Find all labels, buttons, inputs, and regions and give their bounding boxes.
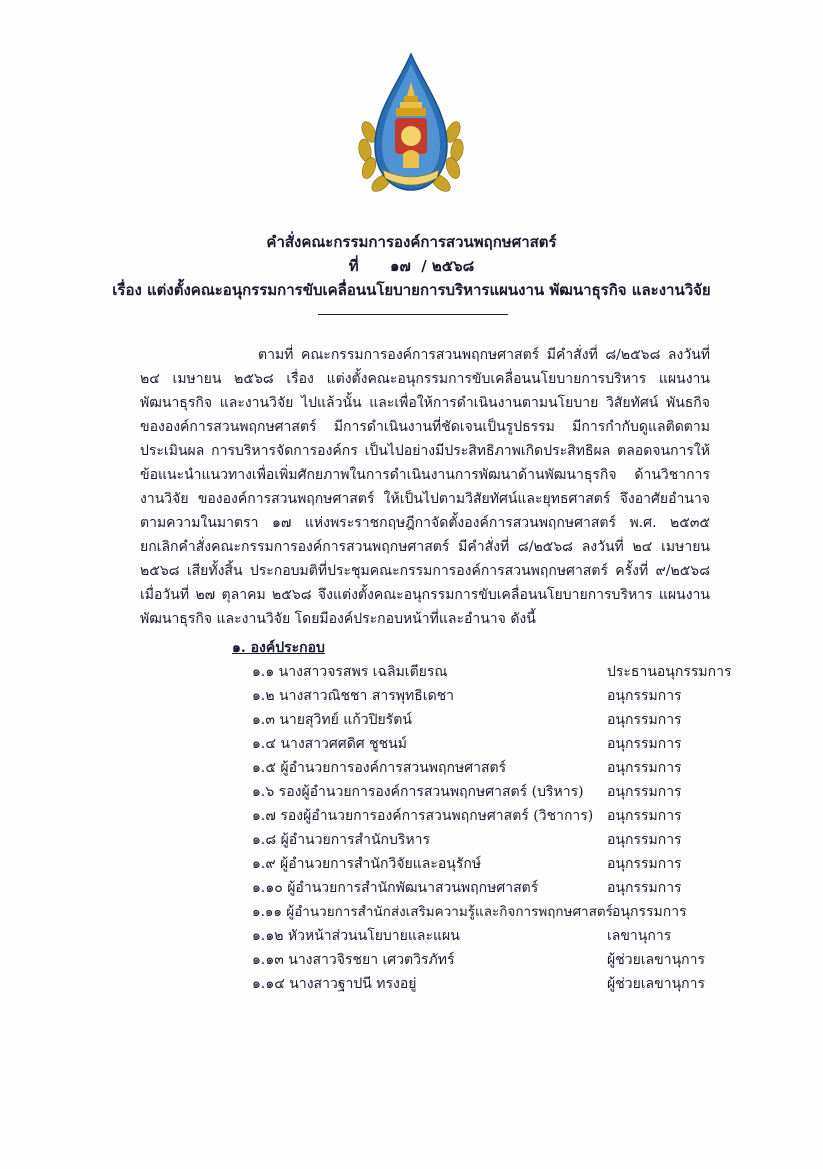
member-row: [0, 660, 823, 684]
member-role: อนุกรรมการ: [607, 880, 682, 896]
member-role: อนุกรรมการ: [607, 784, 682, 800]
order-number: ที่ ๑๗ / ๒๕๖๘: [348, 257, 475, 275]
member-row: [0, 732, 823, 756]
section-composition-heading: [232, 637, 325, 659]
member-name: ๑.๓ นายสุวิทย์ แก้วปิยรัตน์: [252, 712, 412, 728]
member-role: ประธานอนุกรรมการ: [607, 664, 732, 680]
member-name: ๑.๗ รองผู้อำนวยการองค์การสวนพฤกษศาสตร์ (วิชาการ): [252, 808, 594, 824]
member-name: ๑.๑ นางสาวจรสพร เฉลิมเตียรณ: [252, 664, 448, 680]
order-issuer-title: คำสั่งคณะกรรมการองค์การสวนพฤกษศาสตร์: [266, 233, 557, 251]
member-name: ๑.๑๔ นางสาวฐาปนี ทรงอยู่: [252, 976, 417, 992]
member-role: เลขานุการ: [607, 928, 672, 944]
order-body-text: ตามที่ คณะกรรมการองค์การสวนพฤกษศาสตร์ มีคำสั่งที่ ๘/๒๕๖๘ ลงวันที่ ๒๔ เมษายน ๒๕๖๘ เรื่อง แต่งตั้งคณะอนุกรรมการขับเคลื่อนนโยบายการบริหาร แผนงาน พัฒนาธุรกิจ และงานวิจัย ไปแล้วนั้น และเพื่อให้การดำเนินงานตามนโยบาย วิสัยทัศน์ พันธกิจ ขององค์การสวนพฤกษศาสตร์ มีการดำเนินงานที่ชัดเจนเป็นรูปธรรม มีการกำกับดูแลติดตามประเมินผล การบริหารจัดการองค์กร เป็นไปอย่างมีประสิทธิภาพเกิดประสิทธิผล ตลอดจนการให้ข้อแนะนำแนวทางเพื่อเพิ่มศักยภาพในการดำเนินงานการพัฒนาด้านพัฒนาธุรกิจ ด้านวิชาการ งานวิจัย ขององค์การสวนพฤกษศาสตร์ ให้เป็นไปตามวิสัยทัศน์และยุทธศาสตร์ จึงอาศัยอำนาจตามความในมาตรา ๑๗ แห่งพระราชกฤษฎีกาจัดตั้งองค์การสวนพฤกษศาสตร์ พ.ศ. ๒๕๓๕ ยกเลิกคำสั่งคณะกรรมการองค์การสวนพฤกษศาสตร์ มีคำสั่งที่ ๘/๒๕๖๘ ลงวันที่ ๒๔ เมษายน ๒๕๖๘ เสียทั้งสิ้น ประกอบมติที่ประชุมคณะกรรมการองค์การสวนพฤกษศาสตร์ ครั้งที่ ๙/๒๕๖๘ เมื่อวันที่ ๒๗ ตุลาคม ๒๕๖๘ จึงแต่งตั้งคณะอนุกรรมการขับเคลื่อนนโยบายการบริหาร แผนงาน พัฒนาธุรกิจ และงานวิจัย โดยมีองค์ประกอบหน้าที่และอำนาจ ดังนี้: [140, 347, 710, 627]
order-header: [0, 230, 823, 302]
order-body-paragraph: [140, 343, 710, 631]
member-role: อนุกรรมการ: [607, 856, 682, 872]
section-number: ๑.: [232, 640, 246, 656]
member-name: ๑.๑๓ นางสาวจิรชยา เศวตวิรภัทร์: [252, 952, 455, 968]
member-row: [0, 756, 823, 780]
member-row: [0, 804, 823, 828]
organization-emblem-icon: [355, 50, 467, 198]
member-name: ๑.๙ ผู้อำนวยการสำนักวิจัยและอนุรักษ์: [252, 856, 482, 872]
section-title: องค์ประกอบ: [250, 640, 325, 656]
member-name: ๑.๑๑ ผู้อำนวยการสำนักส่งเสริมความรู้และกิจการพฤกษศาสตร์: [252, 904, 613, 920]
member-name: ๑.๖ รองผู้อำนวยการองค์การสวนพฤกษศาสตร์ (บริหาร): [252, 784, 584, 800]
member-name: ๑.๒ นางสาวณิชชา สารพุทธิเดชา: [252, 688, 455, 704]
member-role: ผู้ช่วยเลขานุการ: [607, 952, 705, 968]
member-name: ๑.๕ ผู้อำนวยการองค์การสวนพฤกษศาสตร์: [252, 760, 507, 776]
member-role: อนุกรรมการ: [607, 688, 682, 704]
member-row: [0, 780, 823, 804]
member-role: อนุกรรมการ: [607, 736, 682, 752]
member-role: ผู้ช่วยเลขานุการ: [607, 976, 705, 992]
member-row: [0, 684, 823, 708]
member-role: อนุกรรมการ: [607, 808, 682, 824]
member-row: [0, 708, 823, 732]
member-name: ๑.๘ ผู้อำนวยการสำนักบริหาร: [252, 832, 431, 848]
member-row: [0, 852, 823, 876]
member-role: อนุกรรมการ: [607, 832, 682, 848]
order-subject: เรื่อง แต่งตั้งคณะอนุกรรมการขับเคลื่อนนโยบายการบริหารแผนงาน พัฒนาธุรกิจ และงานวิจัย: [112, 281, 711, 299]
member-row: [0, 876, 823, 900]
member-role: อนุกรรมการ: [607, 712, 682, 728]
member-name: ๑.๑๐ ผู้อำนวยการสำนักพัฒนาสวนพฤกษศาสตร์: [252, 880, 539, 896]
header-divider: [318, 314, 508, 315]
member-row: [0, 900, 823, 924]
member-row: [0, 828, 823, 852]
member-row: [0, 972, 823, 996]
member-name: ๑.๑๒ หัวหน้าส่วนนโยบายและแผน: [252, 928, 460, 944]
member-role: อนุกรรมการ: [607, 760, 682, 776]
member-row: [0, 924, 823, 948]
member-role: อนุกรรมการ: [612, 904, 687, 920]
member-row: [0, 948, 823, 972]
member-name: ๑.๔ นางสาวศศดิศ ชูชนม์: [252, 736, 407, 752]
